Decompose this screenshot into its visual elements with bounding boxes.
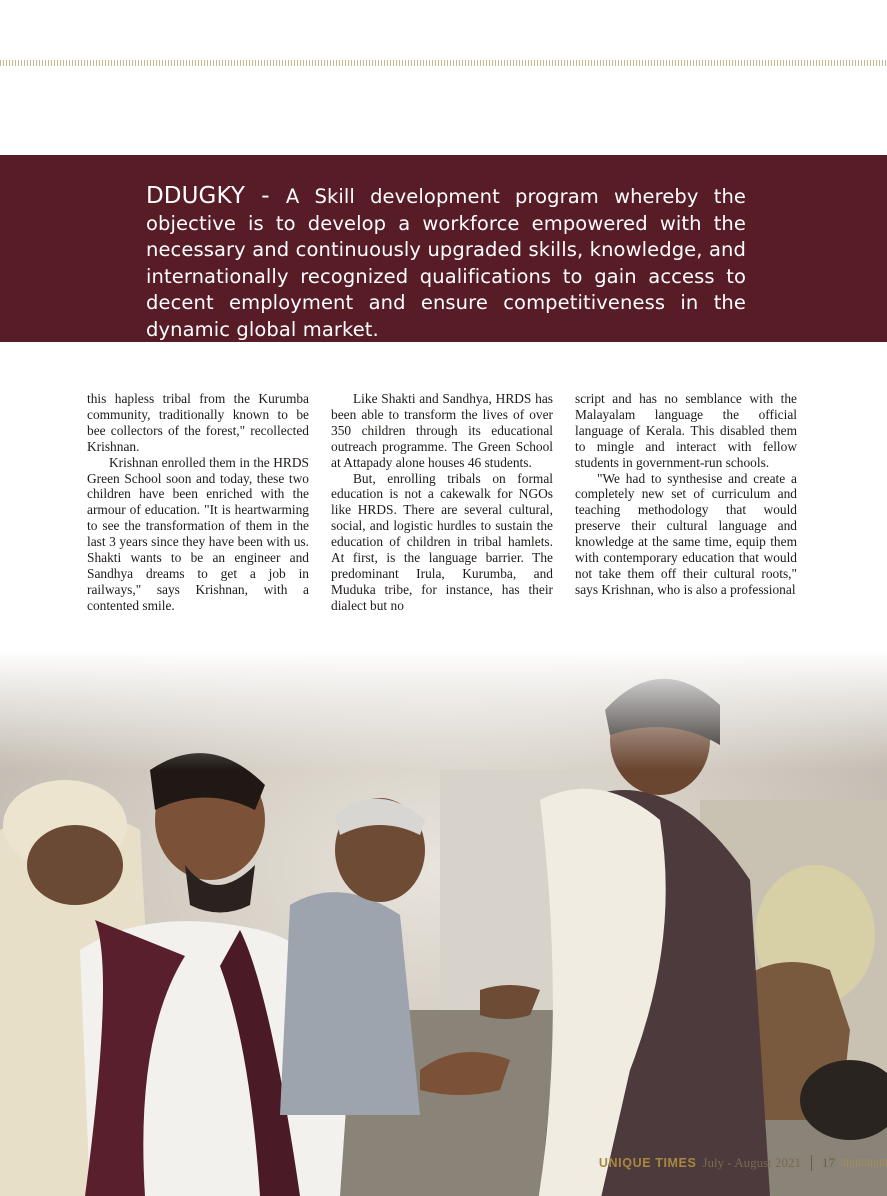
banner-text-block [146,183,746,343]
paragraph: script and has no semblance with the Malayalam language the official language of Kerala. This disabled them to mingle and interact with fellow students in government-run schools. [575,391,797,470]
paragraph: Like Shakti and Sandhya, HRDS has been able to transform the lives of over 350 children through its educational outreach programme. The Green School at Attapady alone houses 46 students. [331,391,553,470]
page-number: 17 [822,1155,835,1170]
article-column-2 [331,391,553,614]
paragraph: this hapless tribal from the Kurumba community, traditionally known to be bee collectors of the forest," recollected Krishnan. [87,391,309,454]
article-photo [0,650,887,1196]
article-column-3 [575,391,797,614]
paragraph: But, enrolling tribals on formal education is not a cakewalk for NGOs like HRDS. There are several cultural, social, and logistic hurdles to sustain the education of children in tribal hamlets. At first, is the language barrier. The predominant Irula, Kurumba, and Muduka tribe, for instance, has their dialect but no [331,470,553,613]
banner-description: A Skill development program whereby the objective is to develop a workforce empowered with the necessary and continuously upgraded skills, knowledge, and internationally recognized qualifications to gain access to decent employment and ensure competitiveness in the dynamic global market. [146,185,747,341]
top-decorative-rule [0,60,887,66]
paragraph: "We had to synthesise and create a completely new set of curriculum and teaching methodology that would preserve their cultural language and knowledge at the same time, equip them with contemporary education that would not take them off their cultural roots," says Krishnan, who is also a professional [575,470,797,597]
paragraph: Krishnan enrolled them in the HRDS Green School soon and today, these two children have been enriched with the armour of education. "It is heartwarming to see the transformation of them in the last 3 years since they have been with us. Shakti wants to be an engineer and Sandhya dreams to get a job in railways," says Krishnan, with a contented smile. [87,454,309,613]
footer-divider [811,1155,812,1171]
article-body [87,391,797,614]
magazine-name: UNIQUE TIMES [598,1156,697,1170]
page-footer [599,1154,887,1172]
banner-title: DDUGKY - [146,183,286,209]
issue-date: July - August 2021 [702,1155,801,1170]
footer-decorative-rule [841,1159,887,1167]
article-column-1 [87,391,309,614]
